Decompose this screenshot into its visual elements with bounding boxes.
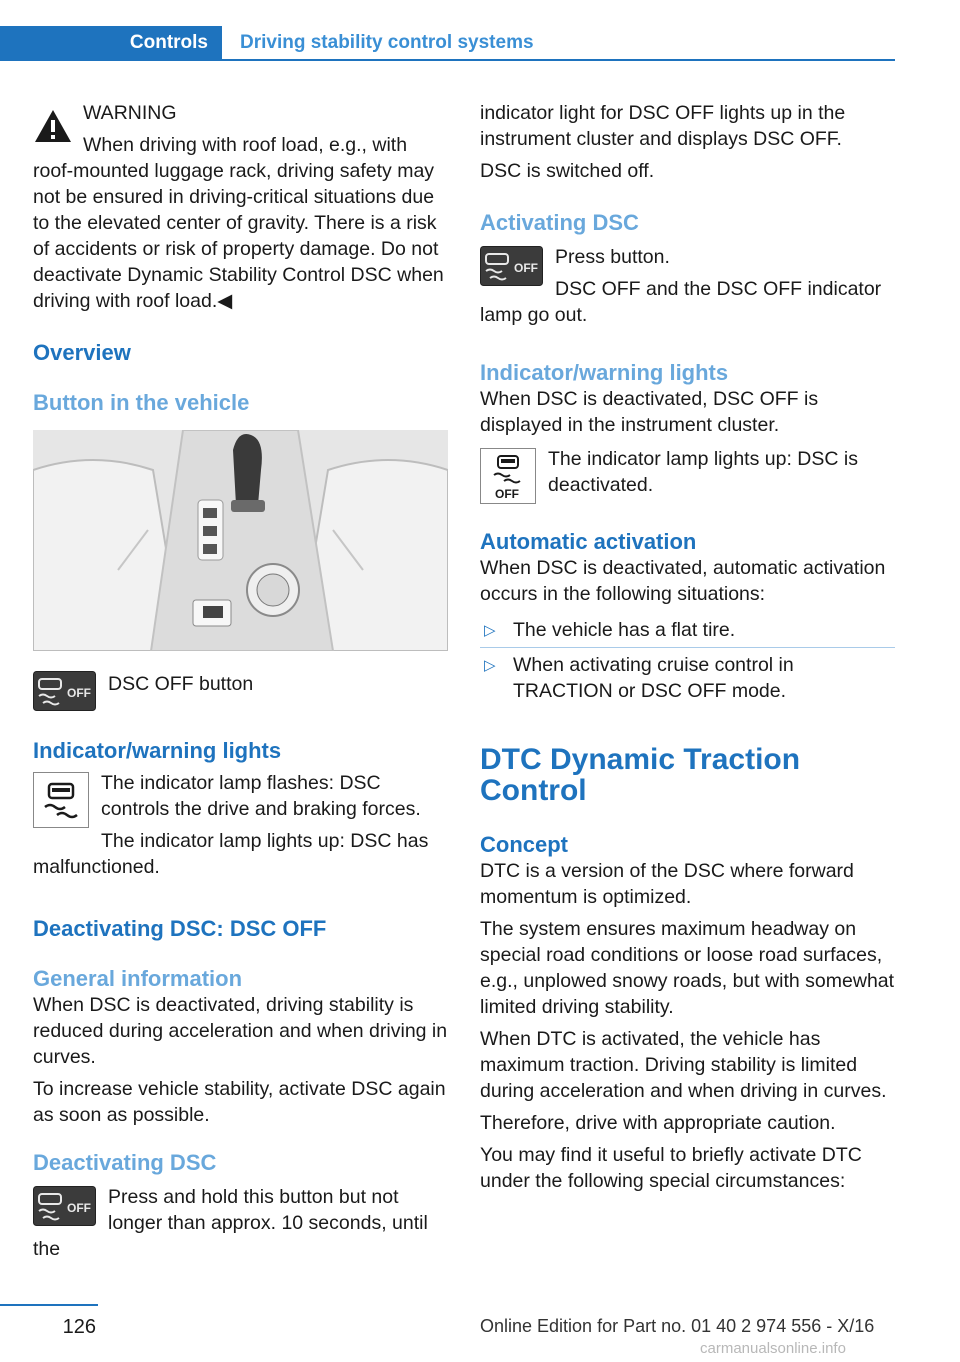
triangle-bullet-icon: ▷	[484, 622, 496, 639]
list-item: ▷ The vehicle has a flat tire.	[480, 613, 895, 648]
triangle-bullet-icon: ▷	[484, 657, 496, 674]
concept-heading: Concept	[480, 832, 568, 857]
indicator-text-right: When DSC is deactivated, DSC OFF is displayed in the instrument cluster.	[480, 388, 819, 436]
footer-line	[0, 1304, 98, 1306]
dsc-off-indicator-icon	[480, 448, 536, 509]
console-illustration	[33, 430, 448, 651]
vehicle-console-photo	[33, 430, 448, 651]
indicator-on-right: The indicator lamp lights up: DSC is deactivated.	[548, 448, 858, 496]
dsc-off-button-icon-2	[33, 1186, 96, 1231]
concept-text-3: When DTC is activated, the vehicle has maximum traction. Driving stability is limited during acceleration and when driving in curves.	[480, 1028, 887, 1102]
deactivating-text: Press and hold this button but not longer than approx. 10 seconds, until the	[33, 1186, 428, 1260]
edition-text: Online Edition for Part no. 01 40 2 974 556 - X/16	[480, 1316, 875, 1336]
right-column	[480, 100, 895, 1200]
switched-off-text: DSC is switched off.	[480, 160, 655, 182]
press-button-text: Press button.	[555, 246, 670, 268]
svg-text:OFF: OFF	[514, 261, 538, 275]
section-tab[interactable]: Controls	[0, 26, 222, 59]
warning-title: WARNING	[83, 102, 177, 124]
general-heading: General information	[33, 966, 243, 991]
deactivating-block	[33, 1184, 448, 1268]
svg-text:OFF: OFF	[495, 487, 519, 501]
warning-text: When driving with roof load, e.g., with roof-mounted luggage rack, driving safety may not be ensured in driving-critical situations due to the elevated center of gravity. There is a risk of accidents or risk of property damage. Do not deactivate Dynamic Stability Control DSC when driving with roof load.◀	[33, 134, 444, 312]
indicator-flash-text: The indicator lamp flashes: DSC controls the drive and braking forces.	[101, 772, 421, 820]
indicator-heading: Indicator/warning lights	[33, 738, 282, 763]
button-caption: DSC OFF button	[108, 673, 254, 695]
button-caption-block	[33, 669, 448, 716]
svg-text:OFF: OFF	[67, 1201, 91, 1215]
activating-block	[480, 244, 895, 334]
general-text-2: To increase vehicle stability, activate DSC again as soon as possible.	[33, 1078, 446, 1126]
indicator-off-block	[480, 446, 895, 509]
list-item: ▷ When activating cruise control in TRACTION or DSC OFF mode.	[484, 654, 794, 702]
svg-text:OFF: OFF	[67, 686, 91, 700]
general-text-1: When DSC is deactivated, driving stability is reduced during acceleration and when driving in curves.	[33, 994, 448, 1068]
indicator-on-text: The indicator lamp lights up: DSC has malfunctioned.	[33, 830, 429, 878]
auto-heading: Automatic activation	[480, 529, 697, 554]
dtc-heading: DTC Dynamic Traction Control	[480, 743, 801, 807]
button-heading: Button in the vehicle	[33, 390, 250, 415]
indicator-block	[33, 770, 448, 886]
activating-heading: Activating DSC	[480, 210, 639, 235]
dsc-off-button-icon-3	[480, 246, 543, 291]
dsc-off-button-icon	[33, 671, 96, 716]
concept-text-4: Therefore, drive with appropriate caution.	[480, 1112, 836, 1134]
page-number: 126	[62, 1316, 96, 1338]
concept-text-1: DTC is a version of the DSC where forward momentum is optimized.	[480, 860, 854, 908]
concept-text-2: The system ensures maximum headway on special road conditions or loose road surfaces, e.g., unplowed snowy roads, but with somewhat limited driving stability.	[480, 918, 895, 1018]
dsc-indicator-icon	[33, 772, 89, 833]
overview-heading: Overview	[33, 340, 131, 365]
concept-text-5: You may find it useful to briefly activate DTC under the following special circumstances:	[480, 1144, 862, 1192]
warning-triangle-icon	[33, 108, 73, 144]
header-tabbar	[0, 26, 895, 61]
deactivating-subheading: Deactivating DSC	[33, 1150, 217, 1175]
go-out-text: DSC OFF and the DSC OFF indicator lamp go out.	[480, 278, 882, 326]
deactivating-heading: Deactivating DSC: DSC OFF	[33, 916, 327, 941]
indicator-heading-right: Indicator/warning lights	[480, 360, 729, 385]
auto-bullet-list	[480, 613, 895, 708]
continued-text: indicator light for DSC OFF lights up in the instrument cluster and displays DSC OFF.	[480, 102, 846, 150]
auto-text: When DSC is deactivated, automatic activation occurs in the following situations:	[480, 557, 886, 605]
chapter-title: Driving stability control systems	[240, 31, 534, 53]
watermark: carmanualsonline.info	[700, 1340, 846, 1357]
warning-block	[33, 100, 448, 314]
left-column	[33, 100, 448, 1268]
